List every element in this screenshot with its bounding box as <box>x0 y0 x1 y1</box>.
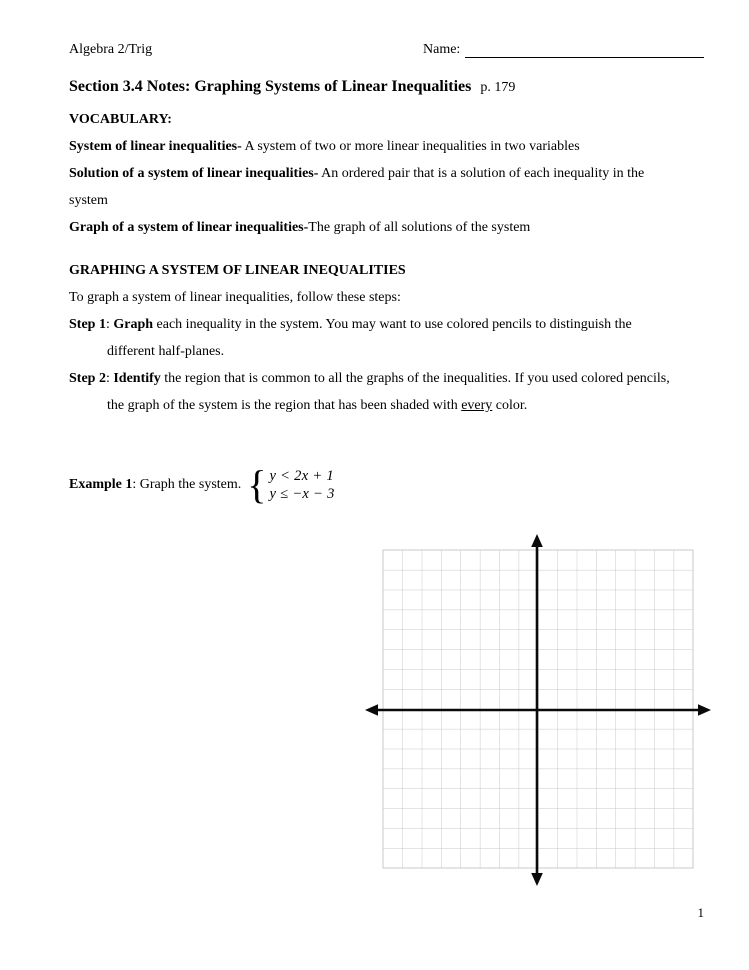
step-text: the graph of the system is the region that has been shaded with <box>107 398 462 413</box>
definition-wrap-text: system <box>69 193 108 208</box>
coordinate-grid <box>365 534 711 886</box>
name-block <box>423 41 704 58</box>
step-text: each inequality in the system. You may want to use colored pencils to distinguish the <box>153 317 632 332</box>
term-text: Solution of a system of linear inequalities- <box>69 166 319 181</box>
step-1-line2 <box>69 338 704 365</box>
header <box>0 0 749 58</box>
graphing-section-heading: GRAPHING A SYSTEM OF LINEAR INEQUALITIES <box>69 263 406 278</box>
definition-text: The graph of all solutions of the system <box>308 220 531 235</box>
title-text: Section 3.4 Notes: Graphing Systems of Linear Inequalities <box>69 78 472 95</box>
vocab-term-system <box>69 133 704 160</box>
system-brace: { <box>247 462 267 507</box>
step-1-line1 <box>69 311 704 338</box>
graphing-intro: To graph a system of linear inequalities, follow these steps: <box>69 290 401 305</box>
definition-text: An ordered pair that is a solution of each inequality in the <box>318 166 645 181</box>
term-text: Graph of a system of linear inequalities- <box>69 220 309 235</box>
step-separator: : <box>105 317 114 332</box>
y-axis-top-arrow <box>531 534 543 547</box>
example-prompt <box>69 477 241 493</box>
example-1 <box>69 462 704 507</box>
term-text: System of linear inequalities- <box>69 139 242 154</box>
step-2-line1 <box>69 365 704 392</box>
example-label: Example 1 <box>69 477 133 492</box>
example-text: : Graph the system. <box>132 477 242 492</box>
x-axis-left-arrow <box>365 704 378 716</box>
page-number: 1 <box>697 905 704 920</box>
definition-text: A system of two or more linear inequalities in two variables <box>241 139 580 154</box>
step-text: color. <box>492 398 528 413</box>
inequality-system <box>269 467 334 503</box>
name-blank-line <box>465 44 704 58</box>
document-title <box>69 76 704 98</box>
step-separator: : <box>105 371 114 386</box>
underlined-word: every <box>461 398 493 413</box>
step-text: the region that is common to all the graphs of the inequalities. If you used colored pencils, <box>160 371 670 386</box>
vocab-term-solution-line2 <box>69 187 704 214</box>
step-label: Step 2 <box>69 371 106 386</box>
x-axis-right-arrow <box>698 704 711 716</box>
inequality-2: y ≤ −x − 3 <box>269 486 335 502</box>
name-label: Name: <box>423 42 461 57</box>
step-verb: Identify <box>113 371 161 386</box>
step-label: Step 1 <box>69 317 106 332</box>
document-body <box>0 76 749 505</box>
step-verb: Graph <box>113 317 154 332</box>
course-label: Algebra 2/Trig <box>69 42 153 57</box>
vocab-term-solution-line1 <box>69 160 704 187</box>
step-text: different half-planes. <box>107 344 225 359</box>
step-2-line2 <box>69 392 704 419</box>
inequality-1: y < 2x + 1 <box>269 468 334 484</box>
vocab-term-graph <box>69 214 704 241</box>
y-axis-bottom-arrow <box>531 873 543 886</box>
vocabulary-heading: VOCABULARY: <box>69 112 172 127</box>
page-reference: p. 179 <box>480 80 516 95</box>
